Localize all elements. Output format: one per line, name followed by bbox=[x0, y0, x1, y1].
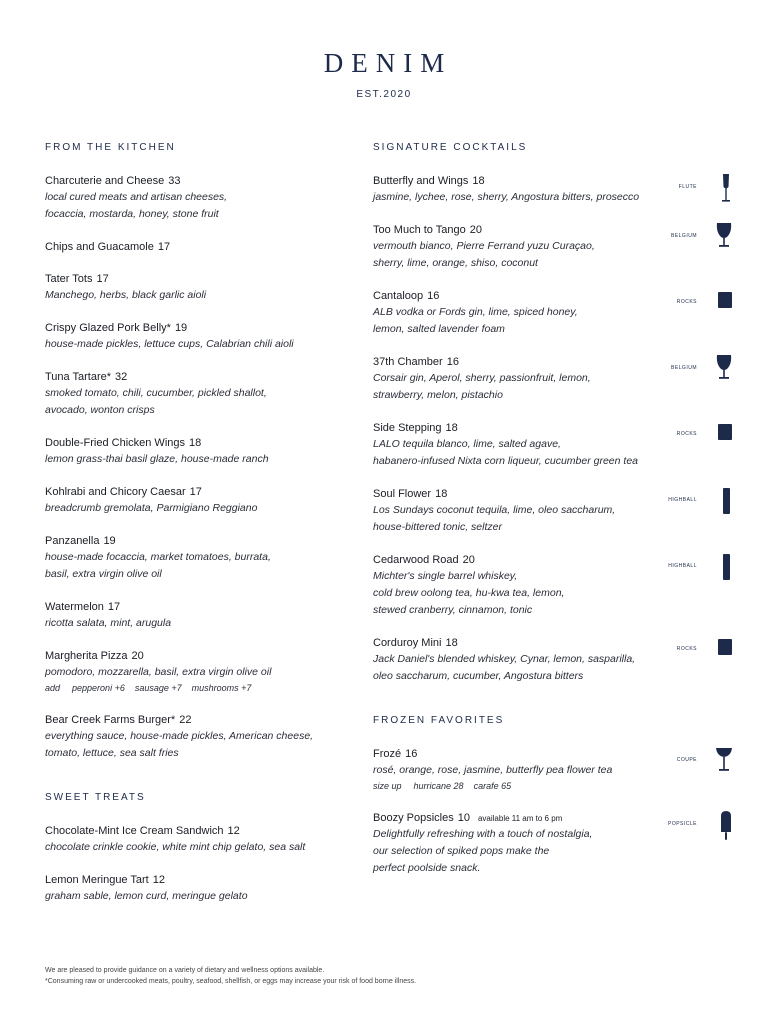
menu-item-name: Chocolate-Mint Ice Cream Sandwich bbox=[45, 825, 224, 837]
menu-item-price: 20 bbox=[462, 554, 475, 566]
menu-item-price: 19 bbox=[103, 535, 116, 547]
description-line: house-made pickles, lettuce cups, Calabrian chili aioli bbox=[45, 338, 294, 350]
description-line: tomato, lettuce, sea salt fries bbox=[45, 747, 179, 759]
menu-item-price: 17 bbox=[107, 601, 121, 613]
menu-item-price: 33 bbox=[168, 175, 181, 187]
menu-item bbox=[45, 533, 345, 583]
sweets-menu-list bbox=[45, 823, 345, 905]
addon-option: mushrooms +7 bbox=[191, 683, 252, 693]
menu-item bbox=[45, 173, 345, 223]
glass-type-label: BELGIUM bbox=[670, 233, 697, 239]
menu-item bbox=[373, 222, 733, 272]
glassware bbox=[643, 746, 733, 778]
menu-item bbox=[373, 635, 733, 685]
description-line: graham sable, lemon curd, meringue gelato bbox=[45, 890, 248, 902]
glass-type-label: BELGIUM bbox=[670, 365, 697, 371]
menu-item-description bbox=[45, 385, 345, 419]
brand-logo: DENIM bbox=[323, 48, 453, 78]
description-line: lemon, salted lavender foam bbox=[373, 323, 505, 335]
menu-item-description bbox=[45, 664, 345, 681]
menu-item-name: Crispy Glazed Pork Belly* bbox=[45, 322, 171, 334]
addon-option: pepperoni +6 bbox=[72, 683, 125, 693]
addons-label: size up bbox=[373, 781, 402, 791]
description-line: focaccia, mostarda, honey, stone fruit bbox=[45, 208, 219, 220]
right-column bbox=[373, 142, 733, 893]
menu-item-description bbox=[45, 189, 345, 223]
menu-item bbox=[45, 484, 345, 517]
glass-type-label: ROCKS bbox=[676, 299, 697, 305]
glass-type-label: POPSICLE bbox=[667, 821, 697, 827]
menu-item-price: 20 bbox=[131, 650, 144, 662]
description-line: vermouth bianco, Pierre Ferrand yuzu Curaçao, bbox=[373, 240, 595, 252]
section-title-cocktails: SIGNATURE COCKTAILS bbox=[373, 142, 528, 153]
kitchen-menu-list bbox=[45, 173, 345, 762]
description-line: rosé, orange, rose, jasmine, butterfly pea flower tea bbox=[373, 764, 613, 776]
menu-item-description bbox=[45, 500, 345, 517]
menu-item-title bbox=[45, 712, 345, 728]
menu-item-price: 19 bbox=[174, 322, 188, 334]
footer-consumption-warning: *Consuming raw or undercooked meats, poultry, seafood, shellfish, or eggs may increase your risk of food borne illness. bbox=[45, 978, 417, 985]
description-line: Corsair gin, Aperol, sherry, passionfruit, lemon, bbox=[373, 372, 591, 384]
description-line: ricotta salata, mint, arugula bbox=[45, 617, 172, 629]
addon-option: hurricane 28 bbox=[413, 781, 464, 791]
menu-item-name: Soul Flower bbox=[373, 488, 432, 500]
menu-item-name: Kohlrabi and Chicory Caesar bbox=[45, 486, 186, 498]
menu-item-title bbox=[45, 872, 345, 888]
menu-item bbox=[45, 369, 345, 419]
menu-item bbox=[373, 288, 733, 338]
description-line: avocado, wonton crisps bbox=[45, 404, 155, 416]
menu-item bbox=[45, 599, 345, 632]
description-line: LALO tequila blanco, lime, salted agave, bbox=[373, 438, 561, 450]
menu-item-name: Charcuterie and Cheese bbox=[45, 175, 165, 187]
menu-item-description bbox=[45, 839, 345, 856]
availability-note: available 11 am to 6 pm bbox=[477, 814, 563, 823]
description-line: lemon grass-thai basil glaze, house-made ranch bbox=[45, 453, 269, 465]
menu-item-name: Watermelon bbox=[45, 601, 104, 613]
menu-item bbox=[373, 552, 733, 619]
menu-item-title bbox=[45, 599, 345, 615]
menu-item-price: 18 bbox=[445, 637, 458, 649]
addon-option: sausage +7 bbox=[134, 683, 182, 693]
menu-item-name: Side Stepping bbox=[373, 422, 442, 434]
description-line: jasmine, lychee, rose, sherry, Angostura bitters, prosecco bbox=[373, 191, 640, 203]
description-line: breadcrumb gremolata, Parmigiano Reggiano bbox=[45, 502, 258, 514]
menu-item-name: Corduroy Mini bbox=[373, 637, 442, 649]
menu-item-name: Too Much to Tango bbox=[373, 224, 466, 236]
menu-item bbox=[45, 271, 345, 304]
description-line: strawberry, melon, pistachio bbox=[373, 389, 503, 401]
menu-item bbox=[373, 746, 733, 794]
description-line: house-made focaccia, market tomatoes, burrata, bbox=[45, 551, 271, 563]
description-line: oleo saccharum, cucumber, Angostura bitters bbox=[373, 670, 584, 682]
section-title-kitchen: FROM THE KITCHEN bbox=[45, 142, 176, 153]
glassware bbox=[643, 810, 733, 842]
glassware bbox=[643, 486, 733, 518]
menu-item-name: Cantaloop bbox=[373, 290, 424, 302]
description-line: smoked tomato, chili, cucumber, pickled shallot, bbox=[45, 387, 267, 399]
menu-item bbox=[373, 486, 733, 536]
menu-item bbox=[45, 823, 345, 856]
menu-item-price: 16 bbox=[427, 290, 440, 302]
menu-item-title bbox=[45, 823, 345, 839]
glassware bbox=[643, 635, 733, 667]
addons-label: add bbox=[45, 683, 61, 693]
glass-type-label: HIGHBALL bbox=[668, 563, 697, 569]
menu-item-name: 37th Chamber bbox=[373, 356, 443, 368]
established-year: EST.2020 bbox=[356, 89, 412, 100]
menu-item bbox=[45, 239, 345, 255]
menu-item bbox=[373, 810, 733, 877]
menu-item-description bbox=[45, 549, 345, 583]
menu-item-price: 10 bbox=[457, 812, 470, 824]
menu-item-name: Tuna Tartare* bbox=[45, 371, 112, 383]
section-title-sweets: SWEET TREATS bbox=[45, 792, 146, 803]
glass-type-label: ROCKS bbox=[676, 431, 697, 437]
menu-item-price: 18 bbox=[472, 175, 485, 187]
glass-type-label: COUPE bbox=[676, 757, 697, 763]
menu-item-price: 18 bbox=[445, 422, 458, 434]
description-line: sherry, lime, orange, shiso, coconut bbox=[373, 257, 538, 269]
menu-item-name: Panzanella bbox=[45, 535, 100, 547]
addon-option: carafe 65 bbox=[473, 781, 512, 791]
menu-item-title bbox=[45, 173, 345, 189]
menu-item bbox=[45, 712, 345, 762]
menu-item-description bbox=[45, 728, 345, 762]
menu-item-title bbox=[45, 320, 345, 336]
menu-item-name: Chips and Guacamole bbox=[45, 241, 154, 253]
description-line: stewed cranberry, cinnamon, tonic bbox=[373, 604, 533, 616]
menu-item-description bbox=[45, 451, 345, 468]
glassware bbox=[643, 354, 733, 386]
glass-type-label: ROCKS bbox=[676, 646, 697, 652]
description-line: perfect poolside snack. bbox=[373, 862, 481, 874]
description-line: house-bittered tonic, seltzer bbox=[373, 521, 502, 533]
menu-item bbox=[45, 435, 345, 468]
menu-item-price: 18 bbox=[189, 437, 202, 449]
menu-item bbox=[45, 320, 345, 353]
section-title-frozen: FROZEN FAVORITES bbox=[373, 715, 505, 726]
glassware bbox=[643, 288, 733, 320]
description-line: everything sauce, house-made pickles, American cheese, bbox=[45, 730, 314, 742]
left-column bbox=[45, 142, 345, 921]
menu-item-name: Tater Tots bbox=[45, 273, 93, 285]
menu-item-name: Cedarwood Road bbox=[373, 554, 459, 566]
menu-item-price: 22 bbox=[179, 714, 192, 726]
menu-item-description bbox=[45, 615, 345, 632]
cocktails-menu-list bbox=[373, 173, 733, 685]
glassware bbox=[643, 552, 733, 584]
glass-type-label: FLUTE bbox=[678, 184, 697, 190]
description-line: habanero-infused Nixta corn liqueur, cucumber green tea bbox=[373, 455, 638, 467]
menu-item-name: Margherita Pizza bbox=[45, 650, 128, 662]
description-line: cold brew oolong tea, hu-kwa tea, lemon, bbox=[373, 587, 565, 599]
description-line: Delightfully refreshing with a touch of nostalgia, bbox=[373, 828, 593, 840]
menu-item-name: Bear Creek Farms Burger* bbox=[45, 714, 176, 726]
menu-item-name: Butterfly and Wings bbox=[373, 175, 469, 187]
menu-item-price: 17 bbox=[157, 241, 171, 253]
menu-item-price: 16 bbox=[446, 356, 459, 368]
menu-item-addons bbox=[373, 779, 733, 794]
menu-item-price: 20 bbox=[469, 224, 482, 236]
menu-item-title bbox=[45, 648, 345, 664]
glassware bbox=[643, 420, 733, 452]
menu-item-price: 17 bbox=[96, 273, 109, 285]
menu-item-price: 18 bbox=[435, 488, 448, 500]
menu-item-title bbox=[45, 271, 345, 287]
menu-item bbox=[373, 354, 733, 404]
menu-item-price: 17 bbox=[189, 486, 202, 498]
menu-item bbox=[373, 173, 733, 206]
footer-notes bbox=[45, 965, 416, 987]
menu-item-addons bbox=[45, 681, 345, 696]
description-line: chocolate crinkle cookie, white mint chip gelato, sea salt bbox=[45, 841, 306, 853]
description-line: Los Sundays coconut tequila, lime, oleo saccharum, bbox=[373, 504, 616, 516]
description-line: Jack Daniel's blended whiskey, Cynar, lemon, sasparilla, bbox=[373, 653, 636, 665]
description-line: our selection of spiked pops make the bbox=[373, 845, 550, 857]
menu-item bbox=[373, 420, 733, 470]
menu-item-title bbox=[45, 533, 345, 549]
glassware bbox=[643, 222, 733, 254]
description-line: Manchego, herbs, black garlic aioli bbox=[45, 289, 207, 301]
glassware bbox=[643, 173, 733, 205]
menu-item-description bbox=[45, 888, 345, 905]
menu-item-description bbox=[45, 336, 345, 353]
menu-item-title bbox=[45, 369, 345, 385]
description-line: local cured meats and artisan cheeses, bbox=[45, 191, 228, 203]
description-line: basil, extra virgin olive oil bbox=[45, 568, 162, 580]
footer-dietary-note: We are pleased to provide guidance on a variety of dietary and wellness options available. bbox=[45, 967, 325, 974]
menu-item bbox=[45, 872, 345, 905]
menu-item-description bbox=[45, 287, 345, 304]
menu-item-name: Frozé bbox=[373, 748, 402, 760]
menu-item-title bbox=[45, 484, 345, 500]
glass-type-label: HIGHBALL bbox=[668, 497, 697, 503]
menu-item-price: 16 bbox=[405, 748, 418, 760]
description-line: Michter's single barrel whiskey, bbox=[373, 570, 518, 582]
menu-item-price: 12 bbox=[152, 874, 165, 886]
menu-item-price: 32 bbox=[115, 371, 128, 383]
menu-item bbox=[45, 648, 345, 696]
frozen-menu-list bbox=[373, 746, 733, 877]
description-line: ALB vodka or Fords gin, lime, spiced honey, bbox=[373, 306, 578, 318]
menu-item-title bbox=[45, 435, 345, 451]
menu-item-name: Lemon Meringue Tart bbox=[45, 874, 149, 886]
description-line: pomodoro, mozzarella, basil, extra virgin olive oil bbox=[45, 666, 272, 678]
menu-item-name: Boozy Popsicles bbox=[373, 812, 454, 824]
menu-item-price: 12 bbox=[227, 825, 240, 837]
menu-item-name: Double-Fried Chicken Wings bbox=[45, 437, 185, 449]
menu-item-title bbox=[45, 239, 345, 255]
